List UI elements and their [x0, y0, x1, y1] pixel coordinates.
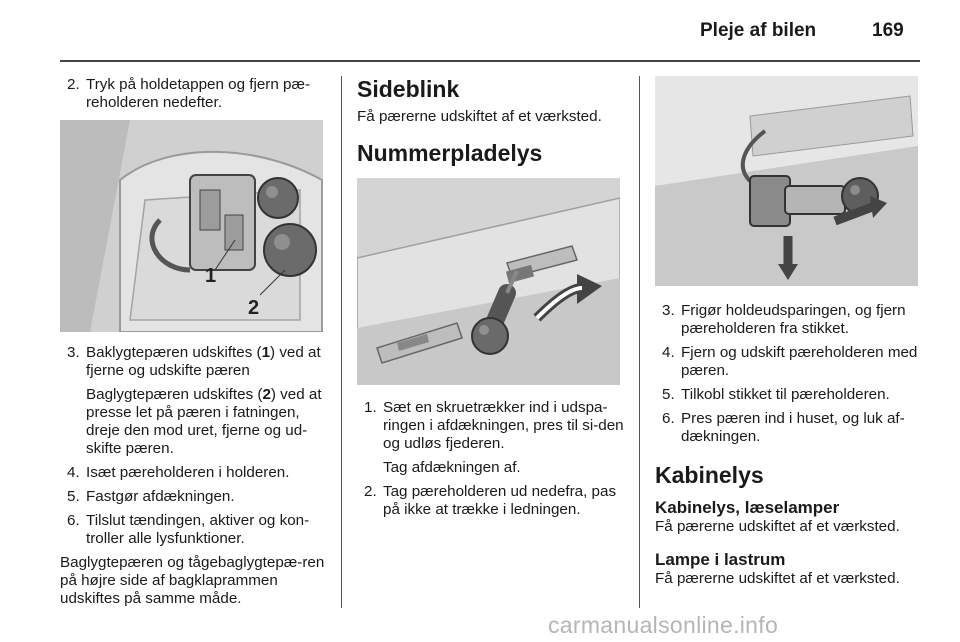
- step-number: 4.: [662, 344, 675, 361]
- step-1-sub: Tag afdækningen af.: [383, 459, 521, 476]
- step-5: [655, 386, 923, 404]
- figure-bulb-holder-connector: [655, 76, 918, 286]
- step-number: 3.: [662, 302, 675, 319]
- bulb-holder-illustration: [655, 76, 918, 286]
- step-number: 2.: [67, 76, 80, 93]
- column-right: [655, 76, 923, 588]
- sub-text-b: ) ved at presse let på pæren i fatningen, dreje den mod uret, fjerne og ud-skifte pæren.: [86, 386, 322, 457]
- watermark-text: carmanualsonline.info: [548, 612, 779, 638]
- step-text: Tag pæreholderen ud nedefra, pas på ikke at trække i ledningen.: [383, 483, 617, 518]
- step-number: 1.: [364, 399, 377, 416]
- subheading-kabinelys-laeselamper: Kabinelys, læselamper: [655, 498, 840, 517]
- step-text-a: Baklygtepæren udskiftes (: [86, 344, 262, 361]
- sideblink-text: Få pærerne udskiftet af et værksted.: [357, 108, 602, 125]
- figure-tail-light-bulb-holder: [60, 120, 323, 332]
- step-2: [60, 76, 326, 112]
- step-number: 5.: [662, 386, 675, 403]
- subheading-lampe-i-lastrum: Lampe i lastrum: [655, 550, 786, 569]
- step-number: 3.: [67, 344, 80, 361]
- step-6: [60, 512, 326, 548]
- step-number: 2.: [364, 483, 377, 500]
- step-3-sub: [60, 386, 326, 458]
- step-number: 6.: [662, 410, 675, 427]
- section-heading-sideblink: Sideblink: [357, 76, 460, 102]
- step-4: [60, 464, 326, 482]
- step-5: [60, 488, 326, 506]
- step-6: [655, 410, 923, 446]
- column-divider-1: [341, 76, 342, 608]
- license-plate-illustration: [357, 178, 620, 385]
- step-3: [60, 344, 326, 380]
- step-number: 5.: [67, 488, 80, 505]
- step-text: Sæt en skruetrækker ind i udspa-ringen i afdækningen, pres til si-den og udløs fjederen.: [383, 399, 624, 452]
- step-text: Fastgør afdækningen.: [86, 488, 235, 505]
- tail-light-illustration: [60, 120, 323, 332]
- step-text: Frigør holdeudsparingen, og fjern pæreholderen fra stikket.: [681, 302, 906, 337]
- header-rule: [60, 60, 920, 62]
- callout-label-1: 1: [205, 265, 217, 287]
- section-heading-kabinelys: Kabinelys: [655, 462, 764, 488]
- page-number: 169: [872, 20, 904, 41]
- step-3: [655, 302, 923, 338]
- step-text: Tryk på holdetappen og fjern pæ-reholderen nedefter.: [86, 76, 311, 111]
- figure-license-plate-light: [357, 178, 620, 385]
- step-text: Pres pæren ind i huset, og luk af-dækningen.: [681, 410, 905, 445]
- column-middle: [357, 76, 627, 525]
- column-divider-2: [639, 76, 640, 608]
- step-text-b: ) ved at fjerne og udskifte pæren: [86, 344, 321, 379]
- step-text: Isæt pæreholderen i holderen.: [86, 464, 290, 481]
- step-2: [357, 483, 627, 519]
- section-heading-nummerpladelys: Nummerpladelys: [357, 140, 543, 166]
- step-number: 6.: [67, 512, 80, 529]
- sub-text-a: Baglygtepæren udskiftes (: [86, 386, 263, 403]
- step-1: [357, 399, 627, 453]
- column-left: [60, 76, 326, 608]
- page-header-title: Pleje af bilen: [700, 20, 817, 41]
- step-text: Fjern og udskift pæreholderen med pæren.: [681, 344, 918, 379]
- step-number: 4.: [67, 464, 80, 481]
- callout-label-2: 2: [248, 297, 260, 319]
- step-text: Tilslut tændingen, aktiver og kon-troller alle lysfunktioner.: [86, 512, 310, 547]
- sub-ref-bold: 2: [262, 386, 271, 403]
- step-ref-bold: 1: [261, 344, 271, 361]
- lastrum-text: Få pærerne udskiftet af et værksted.: [655, 570, 900, 587]
- step-text: Tilkobl stikket til pæreholderen.: [681, 386, 890, 403]
- kabinelys-text: Få pærerne udskiftet af et værksted.: [655, 518, 900, 535]
- closing-paragraph: Baglygtepæren og tågebaglygtepæ-ren på højre side af bagklaprammen udskiftes på samme måde.: [60, 554, 325, 607]
- step-4: [655, 344, 923, 380]
